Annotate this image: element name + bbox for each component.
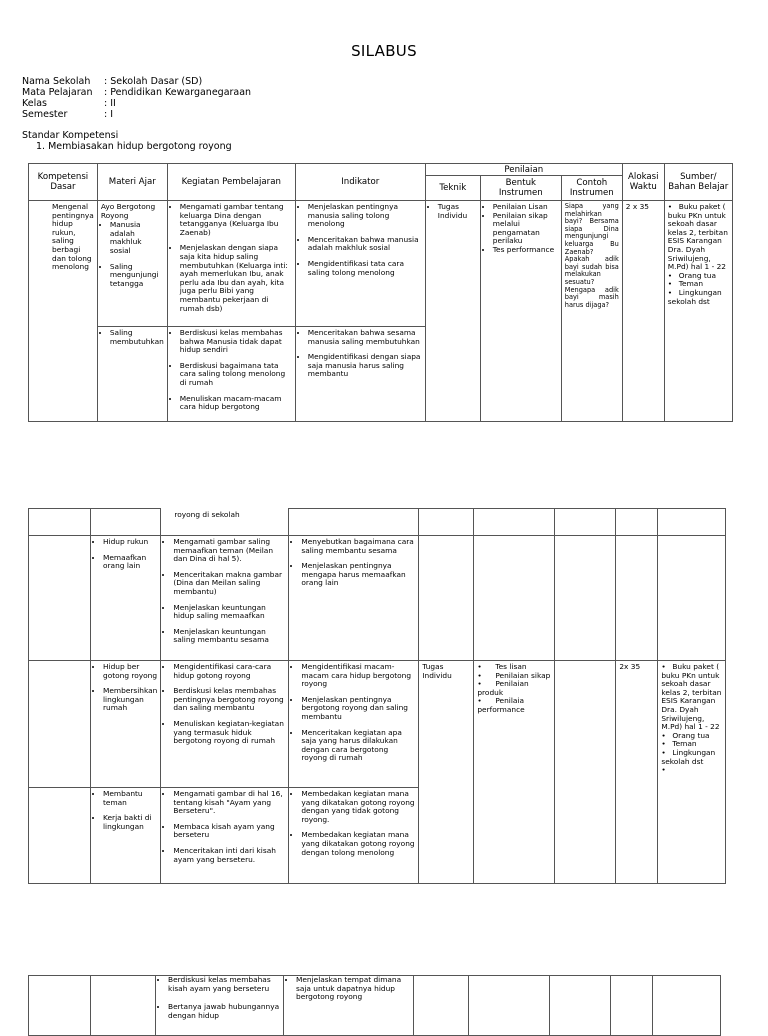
table-cell: [91, 509, 161, 536]
header-sumber: Sumber/ Bahan Belajar: [664, 164, 732, 201]
header-indikator: Indikator: [295, 164, 425, 201]
teknik-cell: [419, 661, 474, 884]
list-item: • Menjelaskan keuntungan hidup saling memaafkan: [173, 604, 285, 621]
bentuk-list: [477, 663, 551, 715]
table-cell: [91, 976, 156, 1036]
materi-cell: [91, 661, 161, 788]
kegiatan-list: [171, 329, 292, 412]
list-item: • Lingkungan sekolah dst: [668, 289, 729, 306]
list-item: • Penilaia performance: [477, 697, 551, 714]
header-alokasi: Alokasi Waktu: [622, 164, 664, 201]
syllabus-table-2: [28, 508, 726, 884]
table-cell: [658, 509, 726, 536]
kegiatan-list: [164, 663, 285, 746]
list-item: • Mengamati gambar tentang keluarga Dina dengan tetangganya (Keluarga Ibu Zaenab): [180, 203, 292, 237]
table-cell: [29, 661, 91, 788]
list-item: • Memaafkan orang lain: [103, 554, 157, 571]
header-kompetensi: Kompetensi Dasar: [29, 164, 98, 201]
list-item: • Penilaian produk: [477, 680, 551, 697]
list-item: • Berdiskusi kelas membahas bahwa Manusia tidak dapat hidup sendiri: [180, 329, 292, 355]
table-row: [29, 976, 721, 1036]
indikator-cell: [284, 976, 414, 1036]
table-cell: [555, 509, 616, 536]
indikator-list: [287, 976, 410, 1002]
table-cell: [469, 976, 550, 1036]
info-label: Semester: [22, 109, 68, 120]
list-item: • Tes lisan: [477, 663, 551, 672]
materi-cell: [97, 327, 167, 422]
info-row-school: [22, 76, 251, 87]
table-cell: [658, 536, 726, 661]
list-item: • Berdiskusi kelas membahas pentingnya bergotong royong dan saling membantu: [173, 687, 285, 713]
materi-list: [101, 329, 164, 346]
list-item: • Mengidentifikasi cara-cara hidup gotong royong: [173, 663, 285, 680]
list-item: • Membantu teman: [103, 790, 157, 807]
list-item: • Membedakan kegiatan mana yang dikatakan gotong royong dengan tolong menolong: [301, 831, 415, 857]
sumber-cell: [664, 201, 732, 422]
table-cell: [414, 976, 469, 1036]
list-item: • Menceritakan inti dari kisah ayam yang berseteru.: [173, 847, 285, 864]
syllabus-table-1: [28, 163, 733, 422]
list-item: • Teman: [668, 280, 729, 289]
materi-cell: [91, 536, 161, 661]
alokasi-cell: [616, 661, 658, 884]
list-item: • Kerja bakti di lingkungan: [103, 814, 157, 831]
list-item: • Mengidentifikasi macam-macam cara hidup bergotong royong: [301, 663, 415, 689]
table-cell: [419, 509, 474, 536]
list-item: • Menuliskan kegiatan-kegiatan yang termasuk hiduk bergotong royong di rumah: [173, 720, 285, 746]
materi-list: [101, 221, 164, 288]
syllabus-table-3: [28, 975, 721, 1036]
school-info: [22, 76, 251, 120]
kegiatan-cell: [161, 788, 289, 884]
list-item: • Menceritakan bahwa sesama manusia saling membutuhkan: [308, 329, 422, 346]
table-cell: [29, 509, 91, 536]
list-item: • Menjelaskan dengan siapa saja kita hidup saling membutuhkan (Keluarga inti: ayah memerlukan Ibu, anak perlu ada Ibu dan ayah, kita juga perlu Bibi yang membantu pekerjaan di rumah dsb): [180, 244, 292, 313]
list-item: • Menceritakan kegiatan apa saja yang harus dilakukan dengan cara bergotong royong di rumah: [301, 729, 415, 763]
list-item: • Menjelaskan pentingnya bergotong royong dan saling membantu: [301, 696, 415, 722]
table-cell: [611, 976, 653, 1036]
table-cell: [550, 976, 611, 1036]
indikator-list: [299, 203, 422, 277]
header-contoh: Contoh Instrumen: [561, 176, 622, 201]
contoh-text: Siapa yang melahirkan bayi? Bersama siapa Dina mengunjungi keluarga Bu Zaenab? Apakah adik bayi sudah bisa melakukan sesuatu? Mengapa adik bayi masih harus dijaga?: [564, 202, 619, 309]
info-row-semester: [22, 109, 251, 120]
list-item: • Membersihkan lingkungan rumah: [103, 687, 157, 713]
teknik-cell: [425, 201, 480, 422]
indikator-cell: [289, 788, 419, 884]
table-row: [29, 536, 726, 661]
materi-cell: [97, 201, 167, 327]
list-item: • Hidup ber gotong royong: [103, 663, 157, 680]
sumber-cell: [658, 661, 726, 884]
info-row-class: [22, 98, 251, 109]
header-teknik: Teknik: [425, 176, 480, 201]
list-item: • Mengamati gambar saling memaafkan teman (Meilan dan Dina di hal 5).: [173, 538, 285, 564]
info-value: : Pendidikan Kewarganegaraan: [104, 87, 252, 98]
alokasi-cell: [622, 201, 664, 422]
list-item: • Berdiskusi bagaimana tata cara saling tolong menolong di rumah: [180, 362, 292, 388]
materi-title: Ayo Bergotong Royong: [100, 202, 156, 220]
list-item: • Menjelaskan pentingnya manusia saling tolong menolong: [308, 203, 422, 229]
table-cell: [29, 788, 91, 884]
list-item: • Mengamati gambar di hal 16, tentang kisah "Ayam yang Berseteru".: [173, 790, 285, 816]
list-item: • Penilaian sikap: [477, 672, 551, 681]
kegiatan-cell: [167, 327, 295, 422]
indikator-list: [292, 663, 415, 763]
info-label: Mata Pelajaran: [22, 87, 93, 98]
table-cell: [474, 509, 555, 536]
list-item: • Orang tua: [661, 732, 722, 741]
list-item: • Mengidentifikasi dengan siapa saja manusia harus saling membantu: [308, 353, 422, 379]
list-item: • Menceritakan makna gambar (Dina dan Meilan saling membantu): [173, 571, 285, 597]
contoh-cell: [555, 661, 616, 884]
list-item: • Hidup rukun: [103, 538, 157, 547]
list-item: • Menjelaskan tempat dimana saja untuk dapatnya hidup bergotong royong: [296, 976, 410, 1002]
bentuk-list: [484, 203, 558, 255]
header-materi: Materi Ajar: [97, 164, 167, 201]
table-cell: [474, 536, 555, 661]
kegiatan-list: [171, 203, 292, 313]
contoh-cell: [561, 201, 622, 422]
kegiatan-cell: [167, 201, 295, 327]
teknik-text: Tugas Individu: [422, 662, 452, 680]
table-cell: [29, 976, 91, 1036]
list-item: • Teman: [661, 740, 722, 749]
alokasi-text: 2x 35: [619, 662, 641, 671]
list-item: • Menjelaskan keuntungan saling membantu sesama: [173, 628, 285, 645]
standard-competency-item: 1. Membiasakan hidup bergotong royong: [36, 141, 232, 152]
table-cell: [29, 536, 91, 661]
list-item: • Manusia adalah makhluk sosial: [110, 221, 164, 255]
indikator-cell: [289, 661, 419, 788]
competency-cell: [29, 201, 98, 422]
list-item: • Saling membutuhkan: [110, 329, 164, 346]
list-item: • Buku paket ( buku PKn untuk sekoah dasar kelas 2, terbitan ESIS Karangan Dra. Dyah Sriwilujeng, M.Pd) hal 1 - 22: [661, 663, 722, 732]
materi-list: [94, 790, 157, 831]
info-value: : Sekolah Dasar (SD): [104, 76, 203, 87]
list-item: • Menceritakan bahwa manusia adalah makhluk sosial: [308, 236, 422, 253]
kegiatan-cell: [161, 509, 289, 536]
indikator-list: [292, 538, 415, 588]
bentuk-cell: [474, 661, 555, 884]
table-cell: [289, 509, 419, 536]
indikator-cell: [295, 201, 425, 327]
kegiatan-cell: [156, 976, 284, 1036]
header-bentuk: Bentuk Instrumen: [480, 176, 561, 201]
kegiatan-list: [164, 790, 285, 864]
indikator-list: [292, 790, 415, 857]
materi-cell: [91, 788, 161, 884]
table-cell: [555, 536, 616, 661]
list-item: • Penilaian sikap melalui pengamatan perilaku: [493, 212, 558, 246]
sumber-list: [661, 663, 722, 775]
indikator-cell: [295, 327, 425, 422]
table-cell: [653, 976, 721, 1036]
kegiatan-cell: [161, 661, 289, 788]
list-item: • Membaca kisah ayam yang berseteru: [173, 823, 285, 840]
alokasi-text: 2 x 35: [625, 202, 649, 211]
table-row: [29, 661, 726, 788]
standard-competency-label: Standar Kompetensi: [22, 130, 119, 141]
list-item: • Mengidentifikasi tata cara saling tolong menolong: [308, 260, 422, 277]
list-item: • Membedakan kegiatan mana yang dikatakan gotong royong dengan yang tidak gotong royong.: [301, 790, 415, 824]
list-item: • Menjelaskan pentingnya mengapa harus memaafkan orang lain: [301, 562, 415, 588]
list-item: • Tes performance: [493, 246, 558, 255]
list-item: • Penilaian Lisan: [493, 203, 558, 212]
materi-list: [94, 663, 157, 713]
info-label: Kelas: [22, 98, 48, 109]
competency-text: Mengenal pentingnya hidup rukun, saling berbagi dan tolong menolong: [52, 202, 94, 272]
table-cell: [419, 536, 474, 661]
info-row-subject: [22, 87, 251, 98]
header-penilaian: Penilaian: [425, 164, 622, 176]
list-item: • Berdiskusi kelas membahas kisah ayam yang berseteru: [168, 976, 280, 993]
kegiatan-list: [164, 538, 285, 645]
list-item: • Orang tua: [668, 272, 729, 281]
info-label: Nama Sekolah: [22, 76, 91, 87]
list-item: • Lingkungan sekolah dst: [661, 749, 722, 766]
kegiatan-list: [159, 976, 280, 1020]
materi-list: [94, 538, 157, 571]
info-value: : II: [104, 98, 116, 109]
standard-competency: [22, 130, 232, 152]
list-item: • Menyebutkan bagaimana cara saling membantu sesama: [301, 538, 415, 555]
sumber-list: [668, 203, 729, 306]
kegiatan-cell: [161, 536, 289, 661]
list-item: • Bertanya jawab hubungannya dengan hidup: [168, 1003, 280, 1020]
table-cell: [616, 509, 658, 536]
table-cell: [616, 536, 658, 661]
info-value: : I: [104, 109, 114, 120]
list-item: [661, 766, 722, 775]
list-item: • Saling mengunjungi tetangga: [110, 263, 164, 289]
header-kegiatan: Kegiatan Pembelajaran: [167, 164, 295, 201]
list-item: • Buku paket ( buku PKn untuk sekoah dasar kelas 2, terbitan ESIS Karangan Dra. Dyah Sriwilujeng, M.Pd) hal 1 - 22: [668, 203, 729, 272]
list-item: • Menuliskan macam-macam cara hidup bergotong: [180, 395, 292, 412]
list-item: • Tugas Individu: [438, 203, 477, 220]
carry-text: royong di sekolah: [174, 509, 240, 519]
bentuk-cell: [480, 201, 561, 422]
indikator-list: [299, 329, 422, 379]
page-title: SILABUS: [351, 42, 417, 60]
indikator-cell: [289, 536, 419, 661]
teknik-list: [429, 203, 477, 220]
